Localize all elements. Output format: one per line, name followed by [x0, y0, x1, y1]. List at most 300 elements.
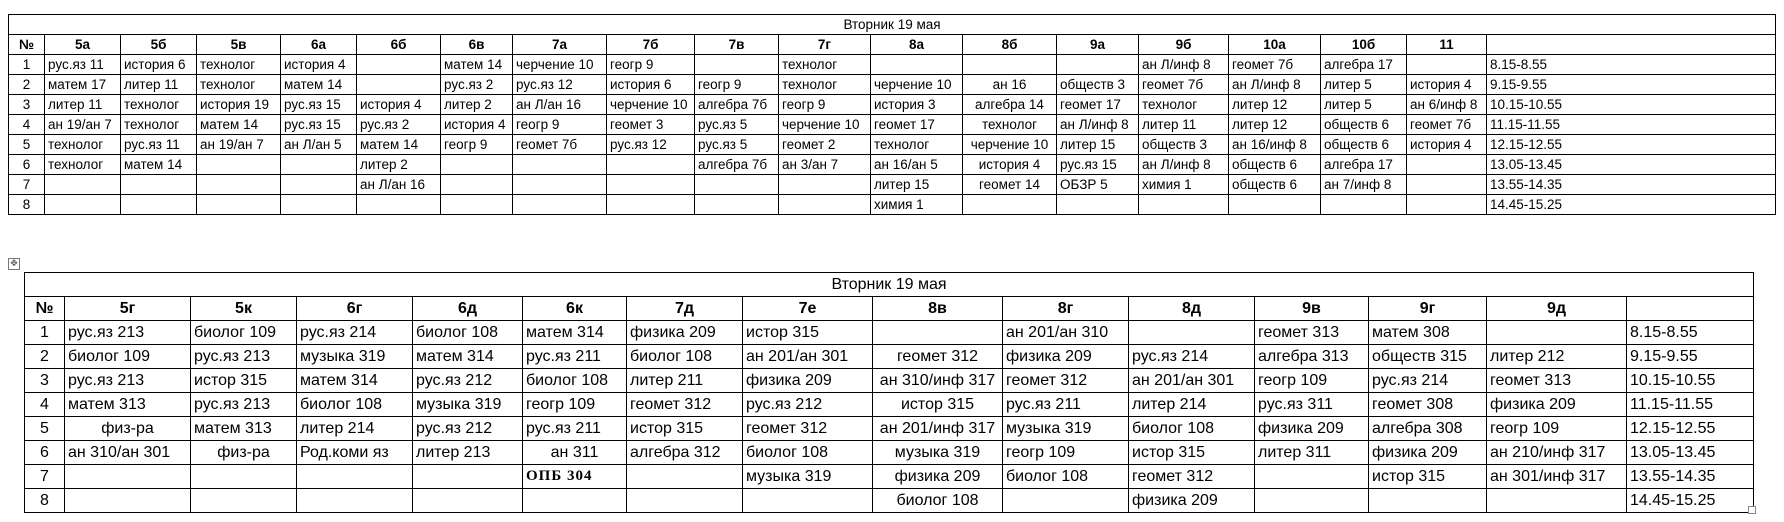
table-row [25, 321, 1754, 345]
lesson-cell: ан 19/ан 7 [45, 115, 121, 135]
row-number: 3 [9, 95, 45, 115]
column-header: 7а [513, 35, 607, 55]
time-slot: 9.15-9.55 [1487, 75, 1776, 95]
lesson-cell [413, 465, 523, 489]
lesson-cell: литер 15 [1057, 135, 1139, 155]
lesson-cell: рус.яз 2 [441, 75, 513, 95]
lesson-cell [357, 55, 441, 75]
table-2-header-row [25, 297, 1754, 321]
column-header: 7г [779, 35, 871, 55]
lesson-cell: матем 314 [413, 345, 523, 369]
lesson-cell: литер 211 [627, 369, 743, 393]
lesson-cell: история 19 [197, 95, 281, 115]
schedule-table-1 [8, 14, 1776, 215]
lesson-cell: литер 5 [1321, 75, 1407, 95]
column-header: 8в [873, 297, 1003, 321]
lesson-cell [1057, 55, 1139, 75]
lesson-cell: ан 310/ан 301 [65, 441, 191, 465]
lesson-cell: технолог [121, 115, 197, 135]
lesson-cell [1229, 195, 1321, 215]
lesson-cell: рус.яз 212 [743, 393, 873, 417]
lesson-cell: геомет 2 [779, 135, 871, 155]
lesson-cell: обществ 3 [1057, 75, 1139, 95]
lesson-cell: технолог [779, 75, 871, 95]
lesson-cell: геомет 3 [607, 115, 695, 135]
lesson-cell: геомет 7б [1229, 55, 1321, 75]
lesson-cell [627, 489, 743, 513]
column-header: № [9, 35, 45, 55]
lesson-cell: ан Л/ан 16 [513, 95, 607, 115]
lesson-cell: музыка 319 [297, 345, 413, 369]
lesson-cell: биолог 108 [627, 345, 743, 369]
lesson-cell: рус.яз 213 [191, 393, 297, 417]
lesson-cell: литер 214 [1129, 393, 1255, 417]
lesson-cell [779, 195, 871, 215]
lesson-cell: матем 14 [121, 155, 197, 175]
lesson-cell: история 4 [963, 155, 1057, 175]
lesson-cell: ан 311 [523, 441, 627, 465]
lesson-cell: литер 2 [441, 95, 513, 115]
lesson-cell: алгебра 7б [695, 155, 779, 175]
lesson-cell [1139, 195, 1229, 215]
move-handle-icon[interactable]: ✥ [8, 258, 20, 270]
lesson-cell: литер 5 [1321, 95, 1407, 115]
lesson-cell: биолог 108 [523, 369, 627, 393]
table-row [9, 55, 1776, 75]
lesson-cell: рус.яз 214 [297, 321, 413, 345]
lesson-cell: литер 2 [357, 155, 441, 175]
lesson-cell: Род.коми яз [297, 441, 413, 465]
row-number: 4 [25, 393, 65, 417]
time-slot: 14.45-15.25 [1627, 489, 1754, 513]
lesson-cell: ан Л/ан 16 [357, 175, 441, 195]
lesson-cell: ан Л/ан 5 [281, 135, 357, 155]
lesson-cell: ан 16/ан 5 [871, 155, 963, 175]
lesson-cell: истор 315 [1129, 441, 1255, 465]
lesson-cell: литер 12 [1229, 115, 1321, 135]
lesson-cell: музыка 319 [743, 465, 873, 489]
lesson-cell [779, 175, 871, 195]
table-row [9, 135, 1776, 155]
lesson-cell: черчение 10 [779, 115, 871, 135]
lesson-cell: рус.яз 12 [513, 75, 607, 95]
column-header: 5б [121, 35, 197, 55]
lesson-cell: история 4 [1407, 75, 1487, 95]
lesson-cell [513, 155, 607, 175]
lesson-cell: рус.яз 212 [413, 417, 523, 441]
lesson-cell [45, 175, 121, 195]
lesson-cell: ОБЗР 5 [1057, 175, 1139, 195]
column-header: 5к [191, 297, 297, 321]
lesson-cell: рус.яз 12 [607, 135, 695, 155]
table-row [25, 369, 1754, 393]
table-row [9, 115, 1776, 135]
lesson-cell: матем 17 [45, 75, 121, 95]
lesson-cell [1487, 321, 1627, 345]
lesson-cell [1003, 489, 1129, 513]
lesson-cell: физика 209 [1369, 441, 1487, 465]
lesson-cell [297, 465, 413, 489]
lesson-cell: ан 201/ан 301 [743, 345, 873, 369]
column-header: 8г [1003, 297, 1129, 321]
column-header: 10а [1229, 35, 1321, 55]
lesson-cell: матем 14 [197, 115, 281, 135]
lesson-cell: ан 6/инф 8 [1407, 95, 1487, 115]
lesson-cell: музыка 319 [873, 441, 1003, 465]
lesson-cell: литер 311 [1255, 441, 1369, 465]
lesson-cell: рус.яз 15 [281, 95, 357, 115]
lesson-cell: литер 11 [1139, 115, 1229, 135]
lesson-cell: черчение 10 [513, 55, 607, 75]
column-header: 7е [743, 297, 873, 321]
lesson-cell [281, 195, 357, 215]
column-header: 5г [65, 297, 191, 321]
lesson-cell: технолог [197, 55, 281, 75]
lesson-cell: ан 201/ан 301 [1129, 369, 1255, 393]
table-row [9, 95, 1776, 115]
lesson-cell: история 3 [871, 95, 963, 115]
lesson-cell: матем 14 [441, 55, 513, 75]
lesson-cell: матем 14 [281, 75, 357, 95]
lesson-cell: химия 1 [1139, 175, 1229, 195]
lesson-cell [191, 465, 297, 489]
lesson-cell: геомет 313 [1255, 321, 1369, 345]
column-header: 10б [1321, 35, 1407, 55]
column-header: 6б [357, 35, 441, 55]
lesson-cell: алгебра 313 [1255, 345, 1369, 369]
lesson-cell: литер 214 [297, 417, 413, 441]
lesson-cell: матем 314 [297, 369, 413, 393]
lesson-cell [1407, 155, 1487, 175]
column-header: 9в [1255, 297, 1369, 321]
column-header: 8д [1129, 297, 1255, 321]
lesson-cell [281, 155, 357, 175]
lesson-cell [627, 465, 743, 489]
column-header: 7д [627, 297, 743, 321]
lesson-cell [65, 465, 191, 489]
lesson-cell: черчение 10 [963, 135, 1057, 155]
lesson-cell [441, 195, 513, 215]
lesson-cell: литер 15 [871, 175, 963, 195]
lesson-cell: геогр 9 [441, 135, 513, 155]
lesson-cell [695, 55, 779, 75]
lesson-cell: технолог [197, 75, 281, 95]
lesson-cell: геомет 312 [627, 393, 743, 417]
lesson-cell: история 4 [441, 115, 513, 135]
lesson-cell: геогр 109 [523, 393, 627, 417]
lesson-cell: литер 12 [1229, 95, 1321, 115]
lesson-cell: рус.яз 15 [281, 115, 357, 135]
lesson-cell: биолог 108 [1129, 417, 1255, 441]
lesson-cell: ОПБ 304 [523, 465, 627, 489]
column-header: 8а [871, 35, 963, 55]
lesson-cell: рус.яз 15 [1057, 155, 1139, 175]
lesson-cell: алгебра 17 [1321, 55, 1407, 75]
time-slot: 12.15-12.55 [1627, 417, 1754, 441]
lesson-cell: геомет 7б [1139, 75, 1229, 95]
lesson-cell: матем 14 [357, 135, 441, 155]
lesson-cell: геомет 312 [873, 345, 1003, 369]
lesson-cell [1407, 195, 1487, 215]
column-header [1627, 297, 1754, 321]
lesson-cell [121, 195, 197, 215]
lesson-cell: геомет 313 [1487, 369, 1627, 393]
column-header: 8б [963, 35, 1057, 55]
lesson-cell: геомет 17 [871, 115, 963, 135]
column-header: 9б [1139, 35, 1229, 55]
lesson-cell: черчение 10 [871, 75, 963, 95]
lesson-cell [1321, 195, 1407, 215]
lesson-cell [963, 195, 1057, 215]
lesson-cell: ан 201/инф 317 [873, 417, 1003, 441]
time-slot: 14.45-15.25 [1487, 195, 1776, 215]
lesson-cell: матем 308 [1369, 321, 1487, 345]
lesson-cell [121, 175, 197, 195]
lesson-cell: технолог [963, 115, 1057, 135]
lesson-cell [607, 175, 695, 195]
lesson-cell: ан Л/инф 8 [1057, 115, 1139, 135]
lesson-cell [297, 489, 413, 513]
column-header: 7в [695, 35, 779, 55]
lesson-cell: обществ 315 [1369, 345, 1487, 369]
lesson-cell: геогр 109 [1487, 417, 1627, 441]
lesson-cell: рус.яз 11 [45, 55, 121, 75]
table-row [9, 175, 1776, 195]
table-row [9, 155, 1776, 175]
lesson-cell [1407, 55, 1487, 75]
row-number: 8 [9, 195, 45, 215]
lesson-cell: алгебра 14 [963, 95, 1057, 115]
lesson-cell: матем 313 [191, 417, 297, 441]
resize-handle-icon[interactable] [1748, 506, 1756, 514]
lesson-cell: рус.яз 213 [191, 345, 297, 369]
lesson-cell: алгебра 7б [695, 95, 779, 115]
lesson-cell: рус.яз 213 [65, 369, 191, 393]
row-number: 7 [9, 175, 45, 195]
table-row [25, 417, 1754, 441]
lesson-cell: ан Л/инф 8 [1229, 75, 1321, 95]
lesson-cell: геогр 9 [513, 115, 607, 135]
lesson-cell: физика 209 [1487, 393, 1627, 417]
lesson-cell: рус.яз 211 [523, 417, 627, 441]
lesson-cell: биолог 108 [743, 441, 873, 465]
lesson-cell: рус.яз 11 [121, 135, 197, 155]
lesson-cell: геогр 9 [695, 75, 779, 95]
lesson-cell: геомет 17 [1057, 95, 1139, 115]
lesson-cell: литер 212 [1487, 345, 1627, 369]
lesson-cell: биолог 108 [297, 393, 413, 417]
time-slot: 8.15-8.55 [1487, 55, 1776, 75]
time-slot: 13.55-14.35 [1627, 465, 1754, 489]
lesson-cell: ан 19/ан 7 [197, 135, 281, 155]
lesson-cell [1407, 175, 1487, 195]
column-header: 6к [523, 297, 627, 321]
lesson-cell: физ-ра [65, 417, 191, 441]
lesson-cell [197, 195, 281, 215]
lesson-cell: физика 209 [1255, 417, 1369, 441]
time-slot: 9.15-9.55 [1627, 345, 1754, 369]
lesson-cell: технолог [871, 135, 963, 155]
lesson-cell [963, 55, 1057, 75]
table-row [9, 75, 1776, 95]
row-number: 5 [25, 417, 65, 441]
lesson-cell [281, 175, 357, 195]
lesson-cell: истор 315 [627, 417, 743, 441]
table-row [25, 393, 1754, 417]
lesson-cell: геомет 14 [963, 175, 1057, 195]
time-slot: 12.15-12.55 [1487, 135, 1776, 155]
lesson-cell: геомет 7б [513, 135, 607, 155]
lesson-cell: геомет 312 [743, 417, 873, 441]
lesson-cell: обществ 6 [1229, 155, 1321, 175]
column-header: 9г [1369, 297, 1487, 321]
time-slot: 13.05-13.45 [1487, 155, 1776, 175]
column-header: 5а [45, 35, 121, 55]
lesson-cell: биолог 108 [873, 489, 1003, 513]
lesson-cell: физика 209 [1129, 489, 1255, 513]
lesson-cell: биолог 108 [413, 321, 523, 345]
lesson-cell [513, 175, 607, 195]
time-slot: 8.15-8.55 [1627, 321, 1754, 345]
lesson-cell [441, 155, 513, 175]
lesson-cell: история 6 [607, 75, 695, 95]
table-1-body [9, 55, 1776, 215]
column-header: 5в [197, 35, 281, 55]
lesson-cell: рус.яз 214 [1129, 345, 1255, 369]
lesson-cell: технолог [1139, 95, 1229, 115]
lesson-cell [1369, 489, 1487, 513]
lesson-cell: геогр 9 [607, 55, 695, 75]
lesson-cell: геомет 312 [1129, 465, 1255, 489]
lesson-cell: ан 201/ан 310 [1003, 321, 1129, 345]
lesson-cell: рус.яз 2 [357, 115, 441, 135]
lesson-cell [1255, 489, 1369, 513]
column-header: 6г [297, 297, 413, 321]
lesson-cell [191, 489, 297, 513]
lesson-cell [1057, 195, 1139, 215]
row-number: 1 [9, 55, 45, 75]
lesson-cell: алгебра 312 [627, 441, 743, 465]
time-slot: 13.55-14.35 [1487, 175, 1776, 195]
lesson-cell: физика 209 [1003, 345, 1129, 369]
lesson-cell [743, 489, 873, 513]
lesson-cell: ан 16/инф 8 [1229, 135, 1321, 155]
lesson-cell: ан Л/инф 8 [1139, 155, 1229, 175]
lesson-cell: литер 11 [121, 75, 197, 95]
lesson-cell: история 6 [121, 55, 197, 75]
table-1-header-row [9, 35, 1776, 55]
table-row [25, 465, 1754, 489]
lesson-cell [357, 195, 441, 215]
lesson-cell: рус.яз 211 [523, 345, 627, 369]
lesson-cell: геогр 109 [1255, 369, 1369, 393]
lesson-cell [45, 195, 121, 215]
lesson-cell: химия 1 [871, 195, 963, 215]
table-2-body [25, 321, 1754, 513]
lesson-cell: геомет 312 [1003, 369, 1129, 393]
lesson-cell: рус.яз 213 [65, 321, 191, 345]
lesson-cell: геогр 109 [1003, 441, 1129, 465]
lesson-cell: геомет 7б [1407, 115, 1487, 135]
column-header: 9д [1487, 297, 1627, 321]
row-number: 2 [9, 75, 45, 95]
lesson-cell [1487, 489, 1627, 513]
table-row [25, 345, 1754, 369]
lesson-cell: физика 209 [873, 465, 1003, 489]
lesson-cell [65, 489, 191, 513]
lesson-cell: истор 315 [873, 393, 1003, 417]
lesson-cell: алгебра 308 [1369, 417, 1487, 441]
column-header: 7б [607, 35, 695, 55]
lesson-cell: ан 210/инф 317 [1487, 441, 1627, 465]
lesson-cell [523, 489, 627, 513]
lesson-cell: рус.яз 212 [413, 369, 523, 393]
lesson-cell: рус.яз 214 [1369, 369, 1487, 393]
column-header: 6в [441, 35, 513, 55]
row-number: 6 [25, 441, 65, 465]
lesson-cell: музыка 319 [413, 393, 523, 417]
lesson-cell: физика 209 [743, 369, 873, 393]
lesson-cell: ан 7/инф 8 [1321, 175, 1407, 195]
lesson-cell: ан 310/инф 317 [873, 369, 1003, 393]
lesson-cell [1129, 321, 1255, 345]
lesson-cell: рус.яз 211 [1003, 393, 1129, 417]
row-number: 3 [25, 369, 65, 393]
lesson-cell: рус.яз 311 [1255, 393, 1369, 417]
lesson-cell [607, 195, 695, 215]
lesson-cell: рус.яз 5 [695, 115, 779, 135]
time-slot: 11.15-11.55 [1627, 393, 1754, 417]
column-header: № [25, 297, 65, 321]
lesson-cell: ан 16 [963, 75, 1057, 95]
lesson-cell: матем 313 [65, 393, 191, 417]
lesson-cell: матем 314 [523, 321, 627, 345]
row-number: 8 [25, 489, 65, 513]
row-number: 5 [9, 135, 45, 155]
lesson-cell: биолог 108 [1003, 465, 1129, 489]
time-slot: 10.15-10.55 [1627, 369, 1754, 393]
lesson-cell: технолог [45, 155, 121, 175]
lesson-cell: черчение 10 [607, 95, 695, 115]
table-row [25, 489, 1754, 513]
lesson-cell [441, 175, 513, 195]
lesson-cell: истор 315 [191, 369, 297, 393]
row-number: 2 [25, 345, 65, 369]
lesson-cell: технолог [779, 55, 871, 75]
row-number: 1 [25, 321, 65, 345]
lesson-cell [695, 175, 779, 195]
lesson-cell [357, 75, 441, 95]
lesson-cell: история 4 [357, 95, 441, 115]
lesson-cell [607, 155, 695, 175]
lesson-cell: обществ 6 [1321, 115, 1407, 135]
column-header [1487, 35, 1776, 55]
lesson-cell [513, 195, 607, 215]
column-header: 11 [1407, 35, 1487, 55]
table-1-title: Вторник 19 мая [9, 15, 1776, 35]
row-number: 6 [9, 155, 45, 175]
row-number: 7 [25, 465, 65, 489]
lesson-cell: биолог 109 [191, 321, 297, 345]
schedule-table-2 [24, 272, 1754, 513]
lesson-cell: ан 301/инф 317 [1487, 465, 1627, 489]
lesson-cell: истор 315 [743, 321, 873, 345]
lesson-cell: история 4 [1407, 135, 1487, 155]
table-2-title: Вторник 19 мая [25, 273, 1754, 297]
lesson-cell [695, 195, 779, 215]
table-row [9, 195, 1776, 215]
column-header: 9а [1057, 35, 1139, 55]
